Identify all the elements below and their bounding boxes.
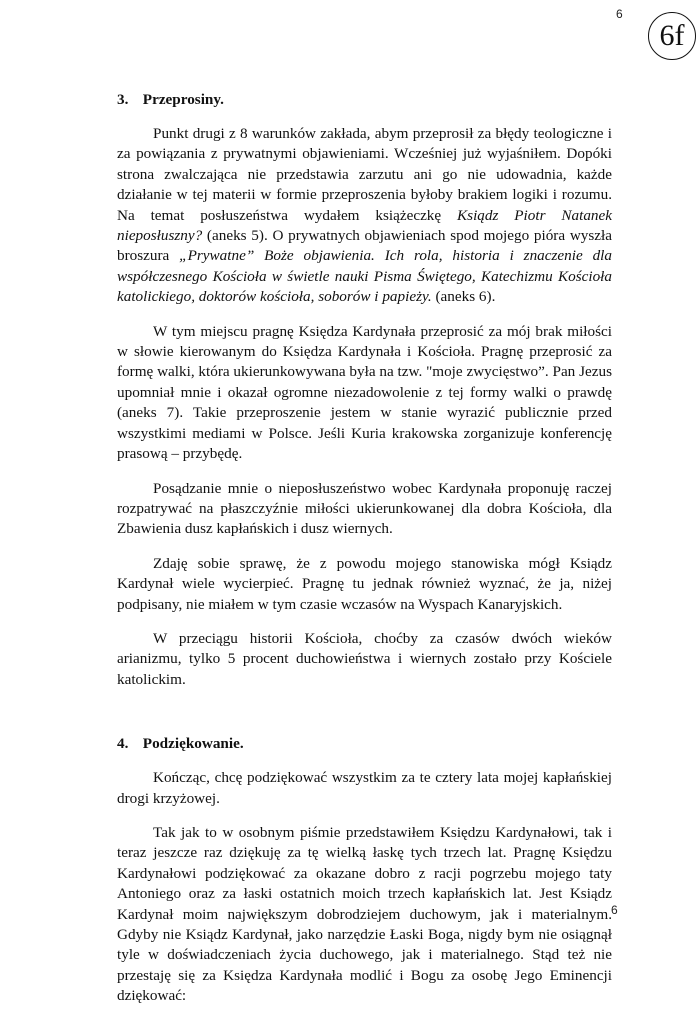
paragraph: Tak jak to w osobnym piśmie przedstawiłem Księdzu Kardynałowi, tak i teraz jeszcze raz dziękuję za tę wielką łaskę tych trzech lat. Pragnę Księdzu Kardynałowi podziękować za okazane dobro z racji pogrzebu mojego taty Antoniego oraz za łaski ostatnich moich trzech kapłańskich lat. Jest Ksiądz Kardynał moim największym dobrodziejem duchowym, jak i materialnym. Gdyby nie Ksiądz Kardynał, jako narzędzie Łaski Boga, nigdy bym nie osiągnął tyle w doświadczeniach życia duchowego, jak i materialnego. Stąd też nie przestaję się za Księdza Kardynała modlić i Bogu za osobę Jego Eminencji dziękować: — [117, 823, 612, 1005]
text-run: Punkt drugi z 8 warunków zakłada, abym przeprosił za błędy teologiczne i za powiązania z prywatnymi objawieniami. Wcześniej już wyjaśniłem. Dopóki strona zwalczająca nie przedstawia zarzutu ani go nie udowadnia, każde działanie w tej materii w formie przeproszenia byłoby brakiem logiki i rozumu. Na temat posłuszeństwa wydałem książeczkę — [117, 125, 612, 224]
section-heading — [117, 734, 612, 754]
section-apology — [117, 90, 612, 690]
document-body — [117, 90, 612, 1021]
paragraph: W przeciągu historii Kościoła, choćby za czasów dwóch wieków arianizmu, tylko 5 procent duchowieństwa i wiernych zostało przy Kościele katolickim. — [117, 629, 612, 688]
paragraph: Zdaję sobie sprawę, że z powodu mojego stanowiska mógł Ksiądz Kardynał wiele wycierpieć. Pragnę tu jednak również wyznać, że ja, niżej podpisany, nie miałem w tym czasie wczasów na Wyspach Kanaryjskich. — [117, 554, 612, 613]
section-spacer — [117, 704, 612, 734]
page-number-bottom: 6 — [611, 903, 618, 917]
paragraph: Kończąc, chcę podziękować wszystkim za te cztery lata mojej kapłańskiej drogi krzyżowej. — [117, 769, 612, 807]
page-number-top: 6 — [616, 7, 623, 21]
section-title: Podziękowanie. — [142, 735, 244, 753]
stamp-label: 6f — [659, 19, 685, 52]
section-number: 4. — [117, 735, 129, 753]
paragraph: Posądzanie mnie o nieposłuszeństwo wobec Kardynała proponuję raczej rozpatrywać na płaszczyźnie miłości ukierunkowanej dla dobra Kościoła, dla Zbawienia dusz kapłańskich i dusz wiernych. — [117, 479, 612, 538]
text-run: (aneks 5). O prywatnych objawieniach spod mojego pióra wyszła broszura — [117, 227, 612, 265]
brochure-title: „Prywatne” Boże objawienia. Ich rola, historia i znaczenie dla współczesnego Kościoła w świetle nauki Pisma Świętego, Katechizmu Kościoła katolickiego, doktorów kościoła, soborów i papieży. — [117, 247, 612, 306]
section-heading — [117, 90, 612, 110]
paragraph — [117, 124, 612, 308]
page-stamp — [648, 12, 696, 60]
section-thanks — [117, 734, 612, 1006]
text-run: (aneks 6). — [431, 288, 496, 306]
section-number: 3. — [117, 91, 129, 108]
section-title: Przeprosiny. — [142, 91, 224, 108]
paragraph: W tym miejscu pragnę Księdza Kardynała przeprosić za mój brak miłości w słowie kierowanym do Księdza Kardynała i Kościoła. Pragnę przeprosić za formę walki, która ukierunkowywana była na tzw. "moje zwycięstwo”. Pan Jezus upomniał mnie i okazał ogromne niezadowolenie z tej formy walki o prawdę (aneks 7). Takie przeproszenie jestem w stanie wyrazić publicznie przed wszystkimi mediami w Polsce. Jeśli Kuria krakowska zorganizuje konferencję prasową – przybędę. — [117, 322, 612, 463]
book-title: Ksiądz Piotr Natanek nieposłuszny? — [117, 206, 612, 245]
